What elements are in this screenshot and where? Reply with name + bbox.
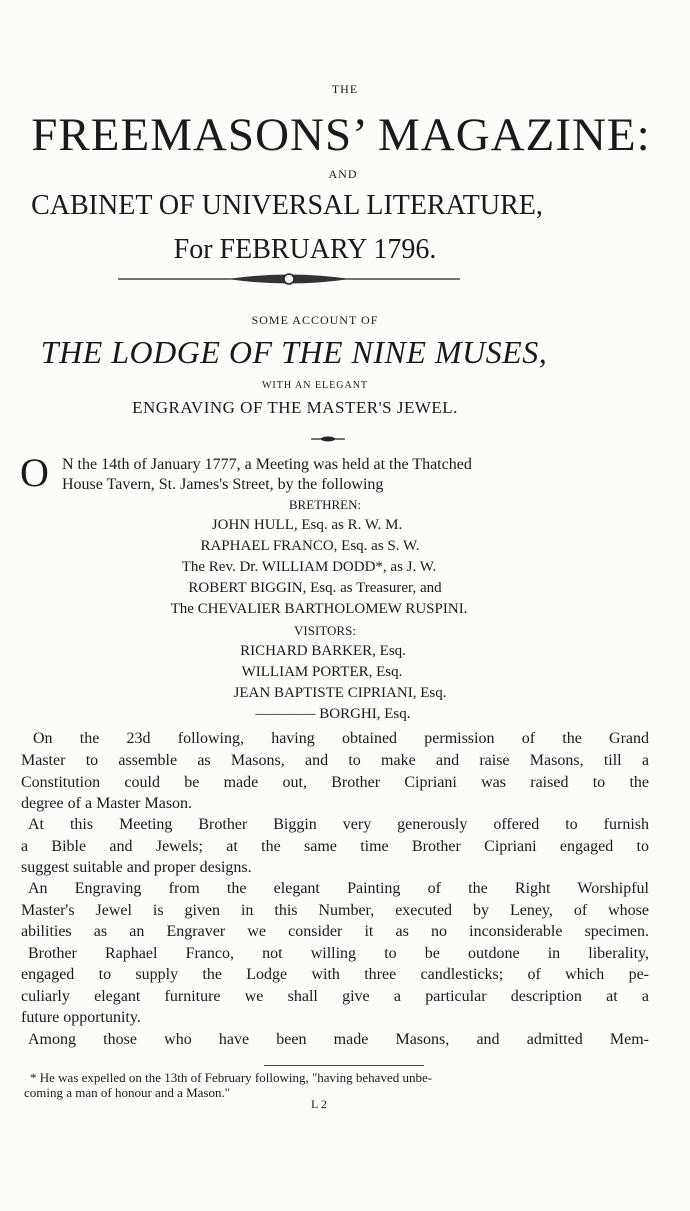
body-line: Brother Raphael Franco, not willing to be outdone in liberality, xyxy=(28,945,649,962)
visitor-name: JEAN BAPTISTE CIPRIANI, Esq. xyxy=(233,685,447,701)
body-line: At this Meeting Brother Biggin very generously offered to furnish xyxy=(28,816,649,833)
masthead-and: AND xyxy=(328,167,358,181)
visitors-heading: VISITORS: xyxy=(294,623,356,638)
masthead-the: THE xyxy=(331,82,359,96)
body-line: degree of a Master Mason. xyxy=(21,795,193,812)
article-kicker: SOME ACCOUNT OF xyxy=(251,313,379,327)
body-line: Master's Jewel is given in this Number, executed by Leney, of whose xyxy=(21,902,649,919)
brethren-heading: BRETHREN: xyxy=(288,497,362,512)
issue-date: For FEBRUARY 1796. xyxy=(173,234,437,265)
body-line: Among those who have been made Masons, and admitted Mem- xyxy=(28,1031,649,1048)
visitor-name: RICHARD BARKER, Esq. xyxy=(240,643,406,659)
ornament-rule xyxy=(118,272,460,286)
brethren-name: ROBERT BIGGIN, Esq. as Treasurer, and xyxy=(188,580,442,596)
body-line: future opportunity. xyxy=(21,1009,141,1026)
body-line: engaged to supply the Lodge with three candlesticks; of which pe- xyxy=(21,966,649,983)
opening-line-2: House Tavern, St. James's Street, by the following xyxy=(62,476,384,493)
visitor-name: ———— BORGHI, Esq. xyxy=(255,706,411,722)
masthead-subtitle: CABINET OF UNIVERSAL LITERATURE, xyxy=(31,190,543,221)
body-line: a Bible and Jewels; at the same time Brother Cipriani engaged to xyxy=(21,838,649,855)
section-dash xyxy=(311,436,345,442)
body-line: suggest suitable and proper designs. xyxy=(21,859,252,876)
brethren-name: JOHN HULL, Esq. as R. W. M. xyxy=(211,517,403,533)
brethren-name: The Rev. Dr. WILLIAM DODD*, as J. W. xyxy=(181,559,437,575)
footnote-line-2: coming a man of honour and a Mason." xyxy=(24,1085,231,1100)
body-line: culiarly elegant furniture we shall give a particular description at a xyxy=(21,988,649,1005)
body-line: An Engraving from the elegant Painting of the Right Worshipful xyxy=(28,880,649,897)
opening-line-1: N the 14th of January 1777, a Meeting was held at the Thatched xyxy=(62,456,472,473)
footnote-line-1: * He was expelled on the 13th of February following, "having behaved unbe- xyxy=(30,1070,433,1085)
body-line: On the 23d following, having obtained permission of the Grand xyxy=(33,730,649,747)
article-with: WITH AN ELEGANT xyxy=(261,380,369,391)
article-subtitle: ENGRAVING OF THE MASTER'S JEWEL. xyxy=(132,398,458,417)
visitor-name: WILLIAM PORTER, Esq. xyxy=(241,664,403,680)
footnote-rule xyxy=(264,1065,424,1066)
brethren-name: RAPHAEL FRANCO, Esq. as S. W. xyxy=(200,538,420,554)
body-line: abilities as an Engraver we consider it as no inconsiderable specimen. xyxy=(21,923,649,940)
body-line: Master to assemble as Masons, and to make and raise Masons, till a xyxy=(21,752,649,769)
signature-mark: L 2 xyxy=(311,1097,327,1111)
article-title: THE LODGE OF THE NINE MUSES, xyxy=(40,334,548,370)
drop-cap: O xyxy=(20,450,49,495)
brethren-name: The CHEVALIER BARTHOLOMEW RUSPINI. xyxy=(170,601,468,617)
masthead-title: FREEMASONS’ MAGAZINE: xyxy=(31,109,651,161)
body-line: Constitution could be made out, Brother Cipriani was raised to the xyxy=(21,774,649,791)
